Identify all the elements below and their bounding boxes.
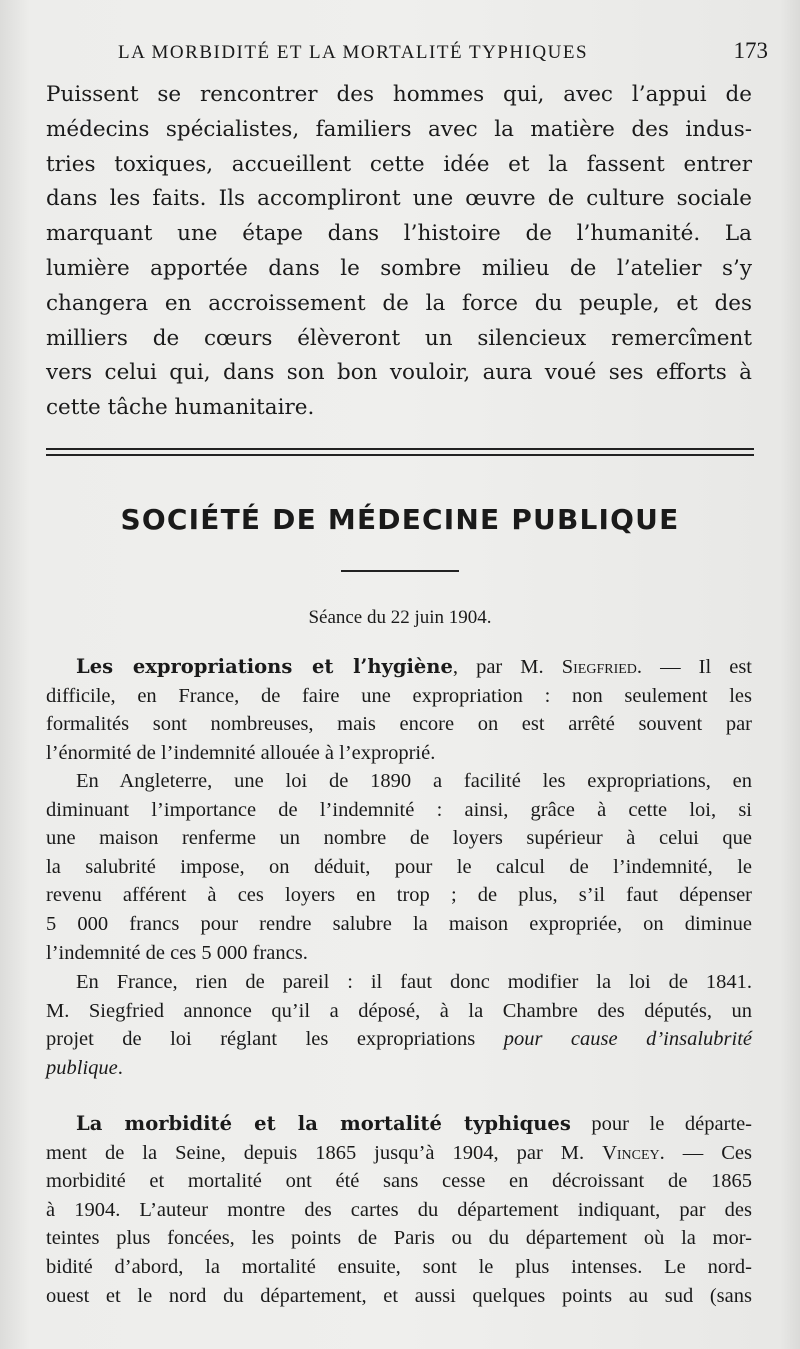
text-line: ouest et le nord du département, et aussi quelques points au sud (sans [46, 1284, 752, 1307]
text-line: projet de loi réglant les expropriations pour cause d’insalubrité [46, 1028, 752, 1051]
article-morbidite [46, 1110, 752, 1310]
article-title: Les expropriations et l’hygiène [76, 655, 453, 678]
text-line: l’énormité de l’indemnité allouée à l’exproprié. [46, 741, 436, 764]
text-line: formalités sont nombreuses, mais encore on est arrêté souvent par [46, 713, 752, 736]
article-title: La morbidité et la mortalité typhiques [76, 1112, 571, 1135]
paragraph-angleterre [46, 767, 752, 967]
text-line: milliers de cœurs élèveront un silencieux remercîment [46, 325, 752, 351]
text-line: revenu afférent à ces loyers en trop ; de plus, s’il faut dépenser [46, 884, 752, 907]
running-title: LA MORBIDITÉ ET LA MORTALITÉ TYPHIQUES [118, 42, 589, 63]
text-line: morbidité et mortalité ont été sans cesse en décroissant de 1865 [46, 1170, 752, 1193]
text-line: la salubrité impose, on déduit, pour le calcul de l’indemnité, le [46, 855, 752, 878]
text-line: lumière apportée dans le sombre milieu de l’atelier s’y [46, 255, 752, 281]
page-number: 173 [733, 38, 768, 63]
text-line: une maison renferme un nombre de loyers supérieur à celui que [46, 827, 752, 850]
author-name: Siegfried [561, 656, 637, 678]
text-line: En France, rien de pareil : il faut donc modifier la loi de 1841. [76, 971, 752, 993]
author-name: Vincey [602, 1141, 660, 1164]
text-line: vers celui qui, dans son bon vouloir, aura voué ses efforts à [46, 360, 752, 386]
article-heading-line: La morbidité et la mortalité typhiques pour le départe- [76, 1112, 752, 1135]
text-line: M. Siegfried annonce qu’il a déposé, à la Chambre des députés, un [46, 999, 752, 1022]
text-line: difficile, en France, de faire une expropriation : non seulement les [46, 684, 752, 707]
section-divider [46, 448, 754, 456]
section-title: SOCIÉTÉ DE MÉDECINE PUBLIQUE [120, 503, 680, 536]
running-head [118, 38, 768, 66]
text-line: changera en accroissement de la force du peuple, et des [46, 290, 752, 316]
seance-date: Séance du 22 juin 1904. [308, 607, 492, 628]
text-line: ment de la Seine, depuis 1865 jusqu’à 1904, par M. Vincey. — Ces [46, 1141, 752, 1164]
paragraph-france [46, 968, 752, 1082]
text-line: cette tâche humanitaire. [46, 395, 315, 421]
text-line: 5 000 francs pour rendre salubre la maison expropriée, on diminue [46, 912, 752, 935]
text-line: Puissent se rencontrer des hommes qui, avec l’appui de [46, 82, 752, 107]
text-line: l’indemnité de ces 5 000 francs. [46, 941, 308, 964]
text-line: teintes plus foncées, les points de Paris ou du département où la mor- [46, 1227, 752, 1250]
article-heading-line: Les expropriations et l’hygiène, par M. Siegfried. — Il est [76, 655, 752, 678]
intro-paragraph [46, 78, 752, 426]
article-expropriations [46, 653, 752, 767]
text-line: diminuant l’importance de l’indemnité : ainsi, grâce à cette loi, si [46, 798, 752, 821]
text-line: à 1904. L’auteur montre des cartes du département indiquant, par des [46, 1198, 752, 1221]
text-line: médecins spécialistes, familiers avec la matière des indus- [46, 116, 752, 142]
text-line: marquant une étape dans l’histoire de l’humanité. La [46, 221, 752, 247]
title-underline [341, 570, 459, 572]
text-line: tries toxiques, accueillent cette idée et la fassent entrer [46, 151, 752, 177]
text-line: bidité d’abord, la mortalité ensuite, sont le plus intenses. Le nord- [46, 1255, 752, 1278]
text-line: publique. [46, 1056, 123, 1079]
text-line: En Angleterre, une loi de 1890 a facilité les expropriations, en [76, 770, 752, 792]
text-line: dans les faits. Ils accompliront une œuvre de culture sociale [46, 186, 752, 212]
